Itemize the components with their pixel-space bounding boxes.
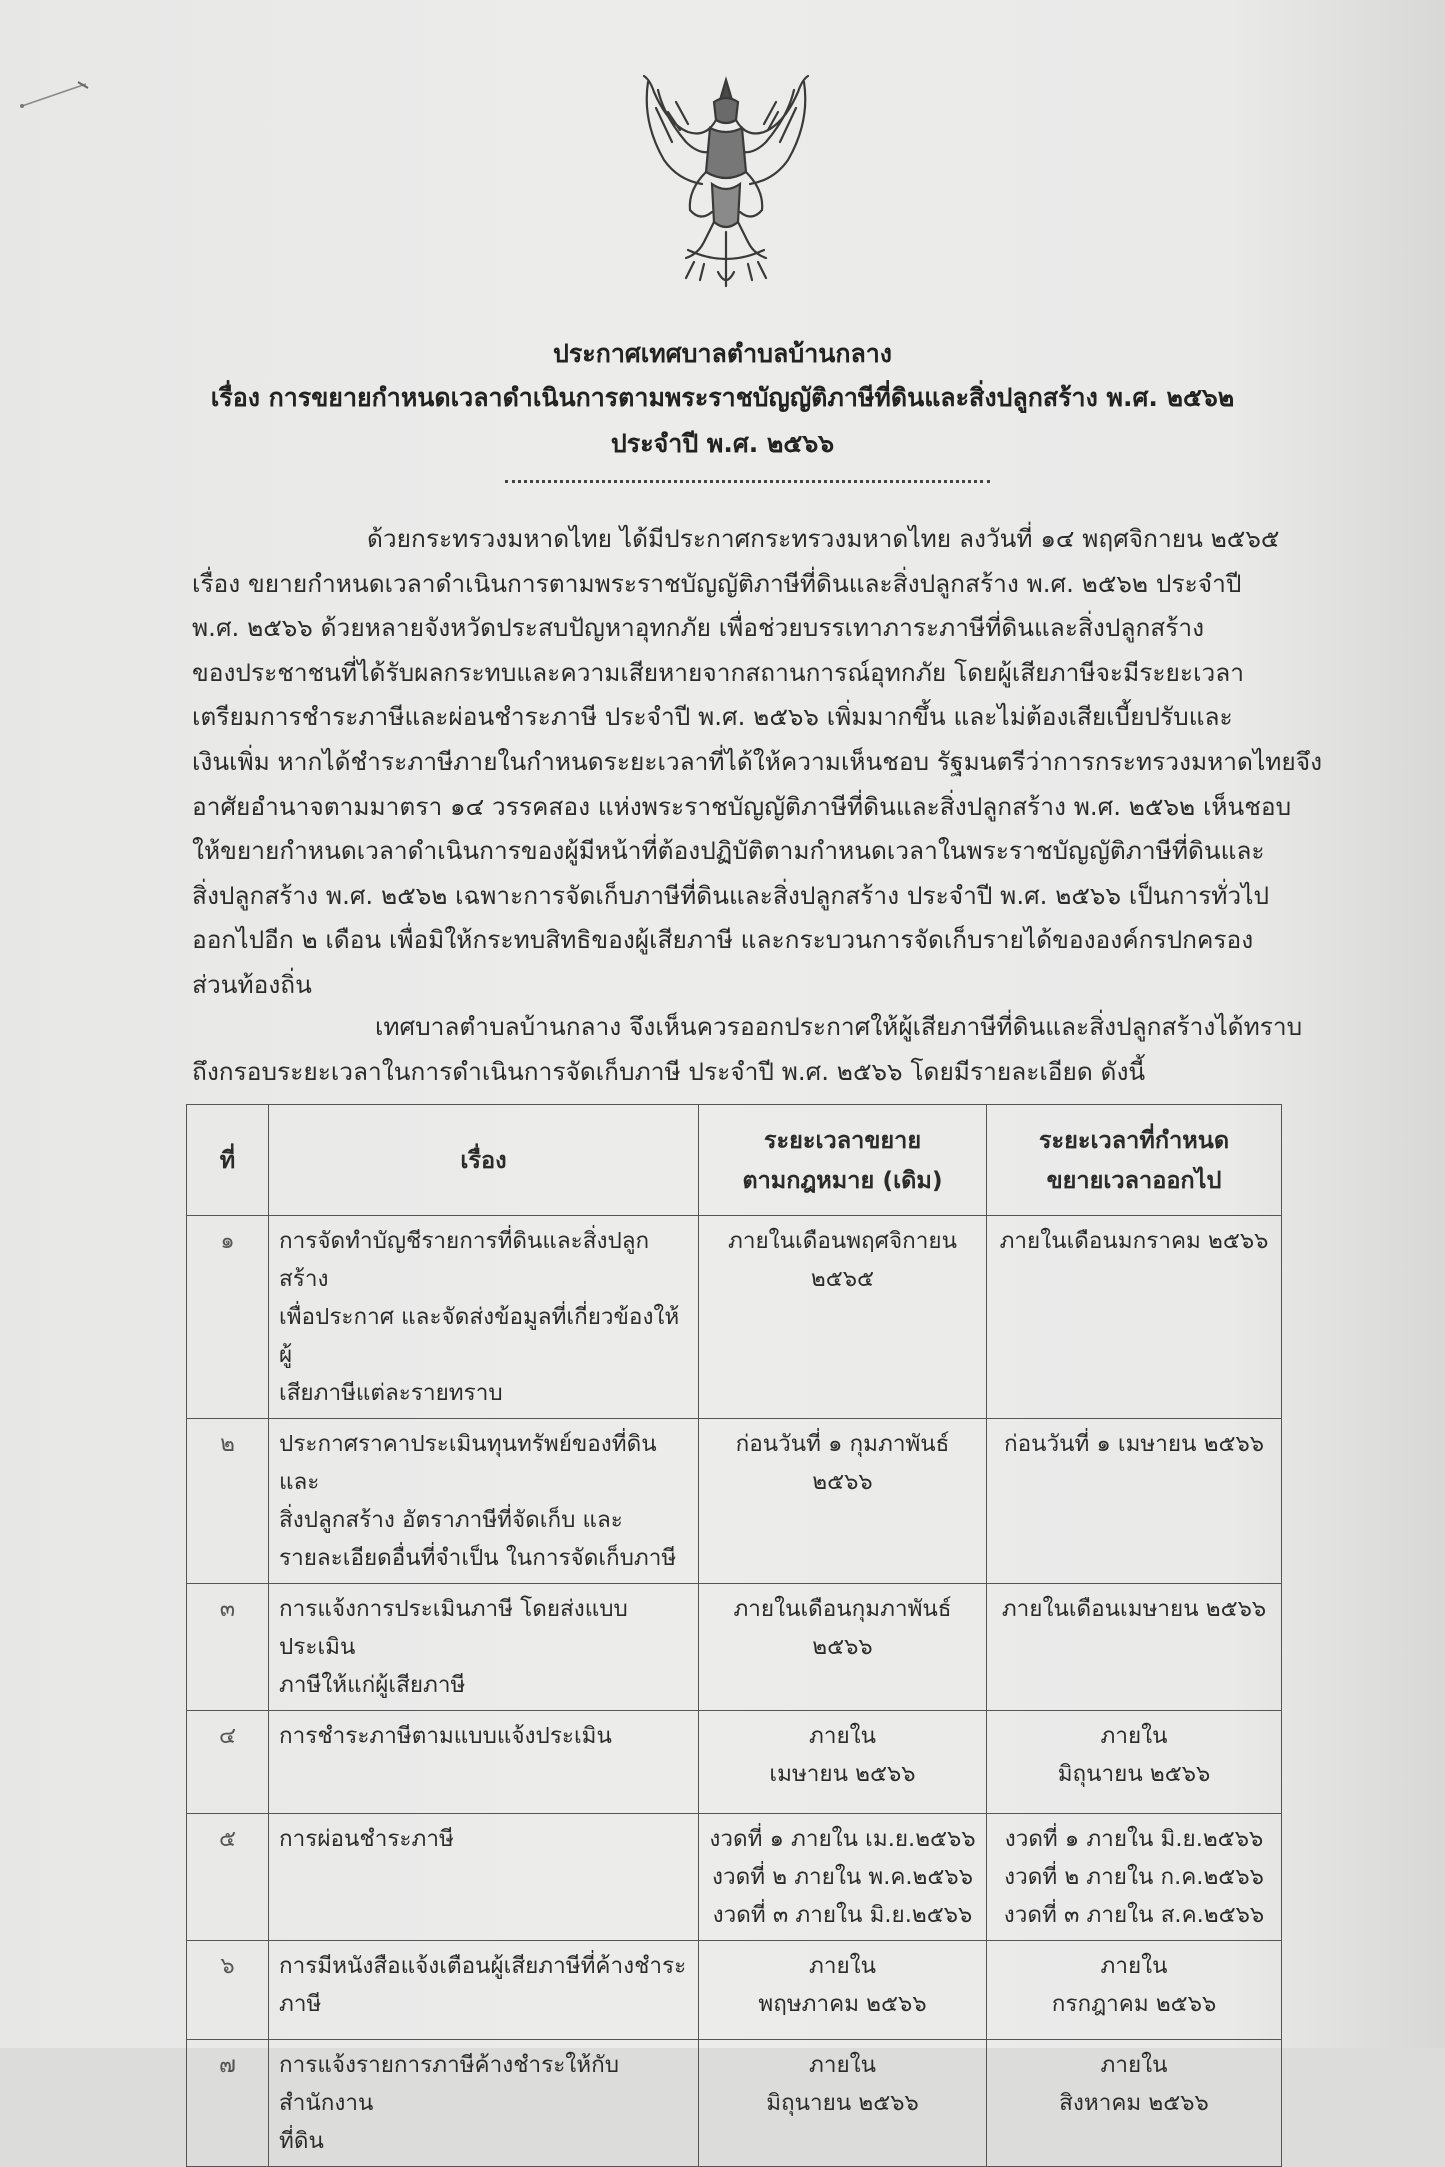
row-original-period [699, 1814, 987, 1941]
paragraph-line: ของประชาชนที่ได้รับผลกระทบและความเสียหายจากสถานการณ์อุทกภัย โดยผู้เสียภาษีจะมีระยะเวลา [192, 657, 1244, 687]
header-line: ตามกฎหมาย (เดิม) [742, 1166, 943, 1194]
cell-line: ๒๕๖๖ [812, 1469, 873, 1495]
paragraph-line: ถึงกรอบระยะเวลาในการดำเนินการจัดเก็บภาษี ประจำปี พ.ศ. ๒๕๖๖ โดยมีรายละเอียด ดังนี้ [192, 1056, 1146, 1086]
cell-line: งวดที่ ๑ ภายใน มิ.ย.๒๕๖๖ [1004, 1826, 1264, 1852]
cell-line: สิงหาคม ๒๕๖๖ [1059, 2090, 1209, 2116]
cell-line: เมษายน ๒๕๖๖ [769, 1761, 916, 1787]
paragraph-line: สิ่งปลูกสร้าง พ.ศ. ๒๕๖๒ เฉพาะการจัดเก็บภาษีที่ดินและสิ่งปลูกสร้าง ประจำปี พ.ศ. ๒๕๖๖ เป็นการทั่วไป [192, 880, 1270, 910]
cell-line: ภายในเดือนพฤศจิกายน [728, 1228, 957, 1254]
cell-line: มิถุนายน ๒๕๖๖ [766, 2090, 919, 2116]
row-original-period [699, 2040, 987, 2167]
cell-line: เสียภาษีแต่ละรายทราบ [279, 1380, 503, 1406]
row-original-period [699, 1419, 987, 1584]
document-subject: เรื่อง การขยายกำหนดเวลาดำเนินการตามพระราชบัญญัติภาษีที่ดินและสิ่งปลูกสร้าง พ.ศ. ๒๕๖๒ [210, 383, 1235, 412]
row-extended-period [987, 1941, 1282, 2040]
cell-line: ที่ดิน [279, 2128, 324, 2154]
cell-line: ภายในเดือนกุมภาพันธ์ [733, 1596, 952, 1622]
row-original-period [699, 1584, 987, 1711]
cell-line: กรกฎาคม ๒๕๖๖ [1051, 1991, 1217, 2017]
row-number: ๔ [187, 1711, 269, 1814]
cell-line: สิ่งปลูกสร้าง อัตราภาษีที่จัดเก็บ และ [279, 1507, 623, 1533]
cell-line: งวดที่ ๒ ภายใน พ.ค.๒๕๖๖ [712, 1864, 973, 1890]
dotted-divider [505, 480, 990, 483]
header-no: ที่ [187, 1105, 269, 1216]
body-paragraph-1 [192, 517, 1323, 1008]
cell-line: การมีหนังสือแจ้งเตือนผู้เสียภาษีที่ค้างชำระ [279, 1953, 687, 1979]
table-row [187, 2040, 1282, 2167]
paragraph-line: ให้ขยายกำหนดเวลาดำเนินการของผู้มีหน้าที่ต้องปฏิบัติตามกำหนดเวลาในพระราชบัญญัติภาษีที่ดินและ [192, 836, 1265, 866]
body-paragraph-2 [192, 1005, 1303, 1094]
cell-line: ๒๕๖๖ [812, 1634, 873, 1660]
paragraph-line: เตรียมการชำระภาษีและผ่อนชำระภาษี ประจำปี พ.ศ. ๒๕๖๖ เพิ่มมากขึ้น และไม่ต้องเสียเบี้ยปรับและ [192, 702, 1233, 732]
cell-line: ภายใน [808, 2052, 877, 2078]
row-number: ๖ [187, 1941, 269, 2040]
header-extended-period [987, 1105, 1282, 1216]
cell-line: ภายในเดือนมกราคม ๒๕๖๖ [999, 1228, 1269, 1254]
cell-line: ภายใน [808, 1953, 877, 1979]
cell-line: การแจ้งการประเมินภาษี โดยส่งแบบประเมิน [279, 1596, 628, 1660]
row-extended-period [987, 1584, 1282, 1711]
row-extended-period [987, 1711, 1282, 1814]
staple-pin-icon [18, 78, 90, 110]
row-original-period [699, 1941, 987, 2040]
header-subject: เรื่อง [269, 1105, 699, 1216]
row-subject [269, 1941, 699, 2040]
document-year: ประจำปี พ.ศ. ๒๕๖๖ [610, 429, 835, 458]
table-row [187, 1941, 1282, 2040]
table-row [187, 1814, 1282, 1941]
cell-line: ประกาศราคาประเมินทุนทรัพย์ของที่ดินและ [279, 1431, 657, 1495]
header-line: ระยะเวลาที่กำหนด [1038, 1126, 1230, 1154]
paragraph-line: พ.ศ. ๒๕๖๖ ด้วยหลายจังหวัดประสบปัญหาอุทกภัย เพื่อช่วยบรรเทาภาระภาษีที่ดินและสิ่งปลูกสร้าง [192, 613, 1205, 643]
table-row [187, 1216, 1282, 1419]
row-number: ๒ [187, 1419, 269, 1584]
row-original-period [699, 1216, 987, 1419]
garuda-emblem-icon [628, 72, 824, 292]
cell-line: ก่อนวันที่ ๑ เมษายน ๒๕๖๖ [1003, 1431, 1265, 1457]
document-title: ประกาศเทศบาลตำบลบ้านกลาง [552, 339, 893, 368]
cell-line: ภายใน [1100, 1723, 1168, 1749]
table-row [187, 1419, 1282, 1584]
header-line: ระยะเวลาขยาย [763, 1126, 922, 1154]
cell-line: งวดที่ ๑ ภายใน เม.ย.๒๕๖๖ [709, 1826, 976, 1852]
paragraph-line: ส่วนท้องถิ่น [192, 969, 312, 999]
row-subject [269, 1216, 699, 1419]
schedule-table [186, 1104, 1282, 2167]
cell-line: การชำระภาษีตามแบบแจ้งประเมิน [279, 1723, 612, 1749]
cell-line: ภาษีให้แก่ผู้เสียภาษี [279, 1672, 466, 1698]
cell-line: ก่อนวันที่ ๑ กุมภาพันธ์ [735, 1431, 950, 1457]
cell-line: ภาษี [279, 1991, 322, 2017]
row-subject [269, 1711, 699, 1814]
cell-line: ภายใน [1100, 2052, 1168, 2078]
paragraph-line: เทศบาลตำบลบ้านกลาง จึงเห็นควรออกประกาศให้ผู้เสียภาษีที่ดินและสิ่งปลูกสร้างได้ทราบ [375, 1012, 1303, 1041]
paragraph-line: เรื่อง ขยายกำหนดเวลาดำเนินการตามพระราชบัญญัติภาษีที่ดินและสิ่งปลูกสร้าง พ.ศ. ๒๕๖๒ ประจำปี [192, 568, 1242, 598]
row-subject [269, 1814, 699, 1941]
row-number: ๕ [187, 1814, 269, 1941]
paragraph-line: เงินเพิ่ม หากได้ชำระภาษีภายในกำหนดระยะเวลาที่ได้ให้ความเห็นชอบ รัฐมนตรีว่าการกระทรวงมหาดไทยจึง [192, 746, 1323, 776]
table-header-row [187, 1105, 1282, 1216]
cell-line: งวดที่ ๓ ภายใน ส.ค.๒๕๖๖ [1003, 1902, 1265, 1928]
paragraph-line: ด้วยกระทรวงมหาดไทย ได้มีประกาศกระทรวงมหาดไทย ลงวันที่ ๑๔ พฤศจิกายน ๒๕๖๕ [367, 524, 1280, 553]
cell-line: การแจ้งรายการภาษีค้างชำระให้กับสำนักงาน [279, 2052, 620, 2116]
row-extended-period [987, 1814, 1282, 1941]
header-original-period [699, 1105, 987, 1216]
cell-line: มิถุนายน ๒๕๖๖ [1057, 1761, 1211, 1787]
row-original-period [699, 1711, 987, 1814]
row-number: ๗ [187, 2040, 269, 2167]
cell-line: ภายในเดือนเมษายน ๒๕๖๖ [1001, 1596, 1267, 1622]
row-extended-period [987, 1419, 1282, 1584]
cell-line: งวดที่ ๒ ภายใน ก.ค.๒๕๖๖ [1004, 1864, 1264, 1890]
cell-line: การจัดทำบัญชีรายการที่ดินและสิ่งปลูกสร้าง [279, 1228, 650, 1292]
table-row [187, 1584, 1282, 1711]
row-extended-period [987, 1216, 1282, 1419]
cell-line: เพื่อประกาศ และจัดส่งข้อมูลที่เกี่ยวข้องให้ผู้ [279, 1304, 680, 1368]
cell-line: การผ่อนชำระภาษี [279, 1826, 454, 1852]
cell-line: ๒๕๖๕ [810, 1266, 875, 1292]
row-extended-period [987, 2040, 1282, 2167]
header-line: ขยายเวลาออกไป [1046, 1166, 1222, 1194]
paragraph-line: ออกไปอีก ๒ เดือน เพื่อมิให้กระทบสิทธิของผู้เสียภาษี และกระบวนการจัดเก็บรายได้ขององค์กรปกครอง [192, 925, 1254, 955]
row-subject [269, 1419, 699, 1584]
cell-line: งวดที่ ๓ ภายใน มิ.ย.๒๕๖๖ [712, 1902, 973, 1928]
cell-line: ภายใน [808, 1723, 877, 1749]
row-number: ๓ [187, 1584, 269, 1711]
row-subject [269, 1584, 699, 1711]
row-number: ๑ [187, 1216, 269, 1419]
table-row [187, 1711, 1282, 1814]
paragraph-line: อาศัยอำนาจตามมาตรา ๑๔ วรรคสอง แห่งพระราชบัญญัติภาษีที่ดินและสิ่งปลูกสร้าง พ.ศ. ๒๕๖๒ เห็นชอบ [192, 791, 1292, 821]
cell-line: พฤษภาคม ๒๕๖๖ [758, 1991, 927, 2017]
row-subject [269, 2040, 699, 2167]
cell-line: ภายใน [1100, 1953, 1168, 1979]
cell-line: รายละเอียดอื่นที่จำเป็น ในการจัดเก็บภาษี [279, 1545, 677, 1571]
